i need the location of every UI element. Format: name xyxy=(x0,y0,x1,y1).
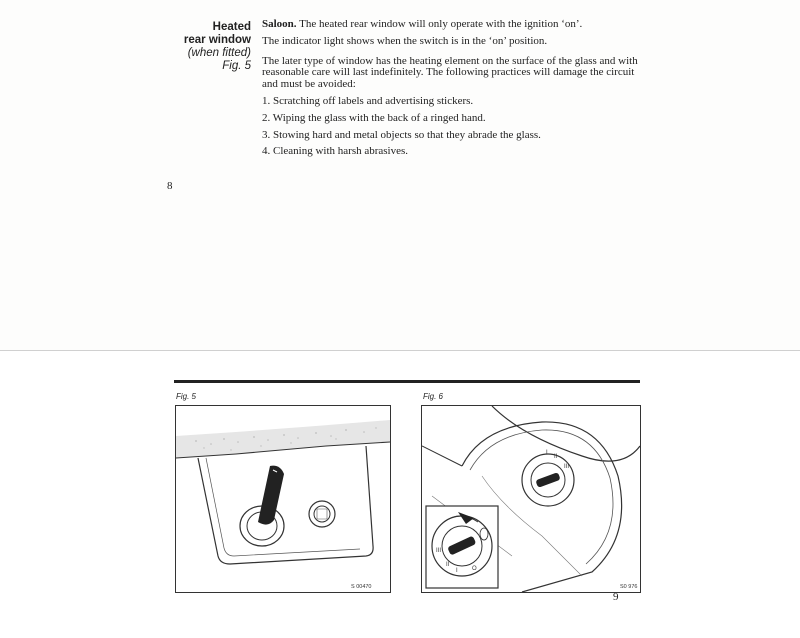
svg-text:I: I xyxy=(546,450,548,456)
svg-text:II: II xyxy=(554,454,558,460)
paragraph-saloon xyxy=(262,19,642,31)
figure-5 xyxy=(175,405,391,593)
svg-text:O: O xyxy=(472,566,477,572)
heading-title-line1: Heated xyxy=(212,21,251,33)
fig5-illustration xyxy=(176,406,390,592)
heading-fig-ref: Fig. 5 xyxy=(222,60,251,72)
header-rule xyxy=(174,380,640,383)
figure-6 xyxy=(421,405,641,593)
body-text xyxy=(262,19,642,163)
page-number-left: 8 xyxy=(167,180,173,192)
heading-title-line2: rear window xyxy=(183,34,251,46)
svg-text:I: I xyxy=(456,568,458,574)
list-item: 2. Wiping the glass with the back of a ringed hand. xyxy=(262,111,486,124)
fig6-illustration xyxy=(422,406,640,592)
paragraph-later-type: The later type of window has the heating element on the surface of the glass and with reasonable care will last indefinitely. The following practices will damage the circuit and must be avoided: xyxy=(262,54,638,91)
list-item: 3. Stowing hard and metal objects so that they abrade the glass. xyxy=(262,128,541,141)
list-item: 1. Scratching off labels and advertising stickers. xyxy=(262,94,474,107)
fig6-code: S0 976 xyxy=(620,584,638,590)
list-item: 4. Cleaning with harsh abrasives. xyxy=(262,145,409,158)
saloon-text: The heated rear window will only operate with the ignition ‘on’. xyxy=(296,18,583,30)
fig5-code: S 00470 xyxy=(351,584,372,590)
heading-fitted-note: (when fitted) xyxy=(187,47,251,59)
fig6-label: Fig. 6 xyxy=(423,392,444,401)
section-heading xyxy=(184,21,251,73)
paragraph-indicator: The indicator light shows when the switch is in the ‘on’ position. xyxy=(262,34,548,47)
svg-text:III: III xyxy=(436,548,442,554)
page-divider xyxy=(0,350,800,351)
page-number-right: 9 xyxy=(613,591,619,603)
svg-text:III: III xyxy=(564,464,570,470)
svg-text:II: II xyxy=(446,562,450,568)
saloon-label: Saloon. xyxy=(262,18,297,30)
fig5-label: Fig. 5 xyxy=(176,392,197,401)
